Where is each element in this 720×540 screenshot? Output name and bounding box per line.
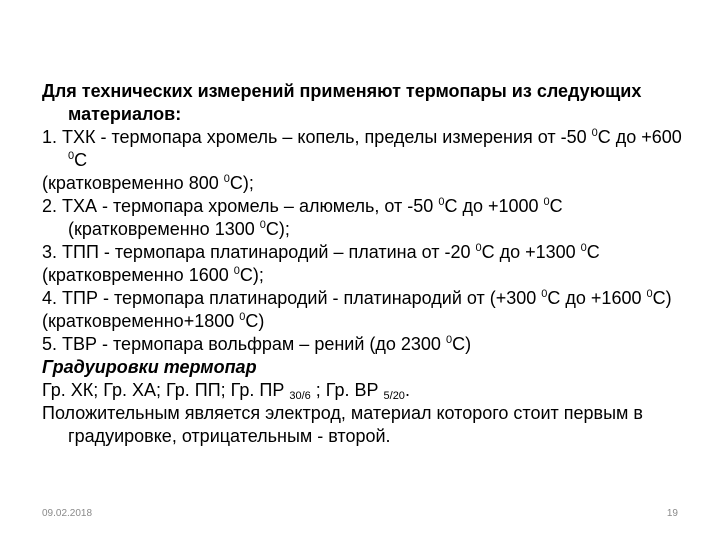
degree-sup: 0 (68, 150, 75, 162)
degree-sup: 0 (445, 334, 453, 346)
item-tpr (42, 287, 692, 310)
item-tpr-short-term (42, 310, 692, 333)
text: С); (239, 265, 264, 285)
text: (кратковременно+1800 (42, 311, 240, 331)
text: . (404, 380, 410, 400)
text: 4. ТПР - термопара платинародий - платинародий от (+300 (42, 288, 542, 308)
text: С); (265, 219, 290, 239)
slide-body (42, 80, 692, 448)
degree-sup: 0 (239, 311, 246, 323)
item-txk (42, 126, 692, 172)
subscript: 5/20 (383, 390, 405, 402)
text: 2. ТХА - термопара хромель – алюмель, от -50 (42, 196, 439, 216)
degree-sup: 0 (646, 288, 653, 300)
text: (кратковременно 800 (42, 173, 224, 193)
text: 1. ТХК - термопара хромель – копель, пределы измерения от -50 (42, 127, 592, 147)
text: Гр. ХК; Гр. ХА; Гр. ПП; Гр. ПР (42, 380, 290, 400)
text: С); (229, 173, 254, 193)
text: С) (452, 334, 472, 354)
calibration-heading: Градуировки термопар (42, 357, 257, 377)
text: С до +1600 (547, 288, 647, 308)
degree-sup: 0 (541, 288, 548, 300)
degree-sup: 0 (591, 127, 598, 139)
conclusion-paragraph: Положительным является электрод, материал которого стоит первым в градуировке, отрицательным - второй. (42, 403, 643, 446)
text: (кратковременно 1600 (42, 265, 234, 285)
text: С до +600 (597, 127, 682, 147)
text: С) (652, 288, 672, 308)
intro-paragraph: Для технических измерений применяют термопары из следующих материалов: (42, 81, 642, 124)
subscript: 30/6 (289, 390, 311, 402)
page-number: 19 (666, 508, 678, 519)
text: С до +1300 (481, 242, 581, 262)
text: С до +1000 (444, 196, 544, 216)
item-tpp-short-term (42, 264, 692, 287)
text: ; Гр. ВР (310, 380, 384, 400)
footer-date: 09.02.2018 (42, 508, 93, 519)
degree-sup: 0 (223, 173, 230, 185)
text: С (74, 150, 88, 170)
item-txk-short-term (42, 172, 692, 195)
degree-sup: 0 (580, 242, 587, 254)
text: 5. ТВР - термопара вольфрам – рений (до 2300 (42, 334, 446, 354)
degree-sup: 0 (475, 242, 482, 254)
text: С (кратковременно 1300 (68, 196, 563, 239)
degree-sup: 0 (438, 196, 445, 208)
text: С (586, 242, 600, 262)
degree-sup: 0 (233, 265, 240, 277)
calibration-list (42, 379, 692, 402)
item-tvr (42, 333, 692, 356)
item-tpp (42, 241, 692, 264)
degree-sup: 0 (259, 219, 266, 231)
degree-sup: 0 (543, 196, 550, 208)
item-txa (42, 195, 692, 241)
text: С) (245, 311, 265, 331)
text: 3. ТПП - термопара платинародий – платина от -20 (42, 242, 476, 262)
